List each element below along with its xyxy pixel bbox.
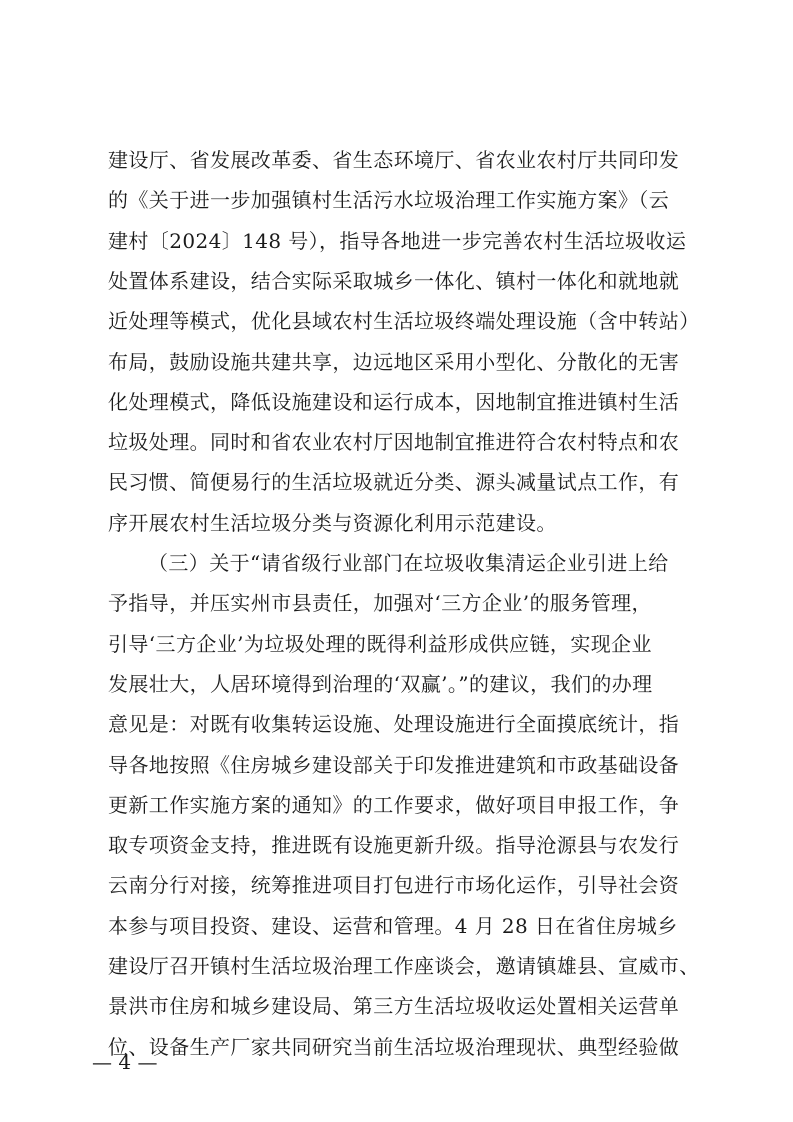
body-text-line: 化处理模式，降低设施建设和运行成本，因地制宜推进镇村生活 — [108, 390, 680, 414]
body-text-line: 更新工作实施方案的通知》的工作要求，做好项目申报工作，争 — [108, 793, 680, 817]
body-text-line: 近处理等模式，优化县域农村生活垃圾终端处理设施（含中转站） — [108, 309, 700, 333]
body-text-line: 引导‘三方企业’为垃圾处理的既得利益形成供应链，实现企业 — [108, 632, 652, 656]
paragraph-first-line: （三）关于“请省级行业部门在垃圾收集清运企业引进上给 — [148, 551, 669, 575]
body-text-line: 处置体系建设，结合实际采取城乡一体化、镇村一体化和就地就 — [108, 269, 680, 293]
page-number: — 4 — — [92, 1050, 158, 1074]
body-text-line: 的《关于进一步加强镇村生活污水垃圾治理工作实施方案》（云 — [108, 188, 670, 212]
body-text-line: 予指导，并压实州市县责任，加强对‘三方企业’的服务管理， — [108, 591, 652, 615]
body-text-line: 本参与项目投资、建设、运营和管理。4 月 28 日在省住房城乡 — [108, 914, 678, 938]
body-text-line: 垃圾处理。同时和省农业农村厅因地制宜推进符合农村特点和农 — [108, 430, 680, 454]
body-text-line: 意见是：对既有收集转运设施、处理设施进行全面摸底统计，指 — [108, 712, 680, 736]
body-text-line: 景洪市住房和城乡建设局、第三方生活垃圾收运处置相关运营单 — [108, 994, 680, 1018]
body-text-line: 云南分行对接，统筹推进项目打包进行市场化运作，引导社会资 — [108, 873, 680, 897]
body-text-line: 序开展农村生活垃圾分类与资源化利用示范建设。 — [108, 511, 557, 535]
body-text-line: 发展壮大，人居环境得到治理的‘双赢’。”的建议，我们的办理 — [108, 672, 653, 696]
body-text-line: 取专项资金支持，推进既有设施更新升级。指导沧源县与农发行 — [108, 833, 680, 857]
body-text-line: 位、设备生产厂家共同研究当前生活垃圾治理现状、典型经验做 — [108, 1035, 680, 1059]
body-text-line: 建设厅、省发展改革委、省生态环境厅、省农业农村厅共同印发 — [108, 148, 680, 172]
body-text-line: 民习惯、简便易行的生活垃圾就近分类、源头减量试点工作，有 — [108, 470, 680, 494]
body-text-line: 建设厅召开镇村生活垃圾治理工作座谈会，邀请镇雄县、宣威市、 — [108, 954, 700, 978]
body-text-line: 建村〔2024〕148 号），指导各地进一步完善农村生活垃圾收运 — [108, 229, 687, 253]
body-text-line: 布局，鼓励设施共建共享，边远地区采用小型化、分散化的无害 — [108, 350, 680, 374]
body-text-line: 导各地按照《住房城乡建设部关于印发推进建筑和市政基础设备 — [108, 753, 680, 777]
